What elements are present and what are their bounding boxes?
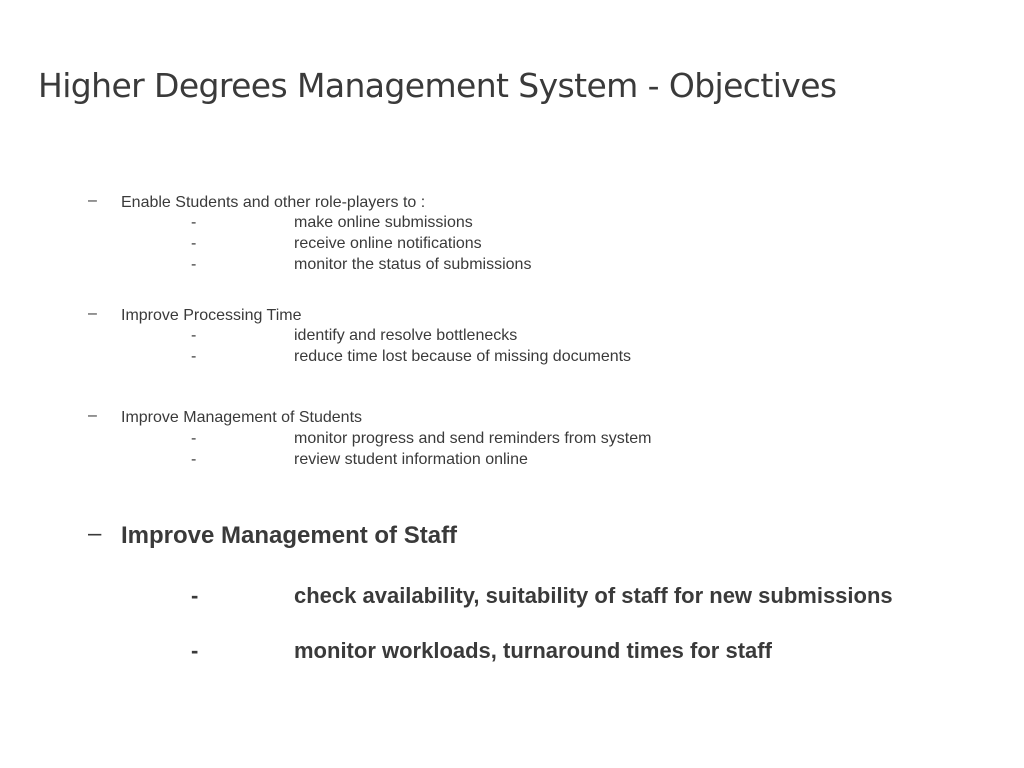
subitem-text: monitor progress and send reminders from system	[294, 430, 652, 447]
subitem-text: reduce time lost because of missing documents	[294, 348, 632, 365]
subitem-marker: -	[191, 638, 199, 663]
subitem-marker: -	[191, 214, 197, 231]
subitem-marker: -	[191, 327, 197, 344]
subitem-marker: -	[191, 430, 197, 447]
subitem-marker: -	[191, 451, 197, 468]
subitem-text: check availability, suitability of staff for new submissions	[294, 583, 893, 608]
subitem-marker: -	[191, 256, 197, 273]
bullet-marker: –	[88, 192, 97, 209]
slide-title: Higher Degrees Management System - Objectives	[38, 66, 837, 105]
subitem-text: identify and resolve bottlenecks	[294, 327, 518, 344]
objective-heading: Improve Management of Students	[121, 409, 363, 426]
subitem-marker: -	[191, 348, 197, 365]
subitem-text: review student information online	[294, 451, 528, 468]
bullet-marker: –	[88, 305, 97, 322]
objective-heading: Improve Management of Staff	[121, 522, 458, 549]
subitem-text: receive online notifications	[294, 235, 482, 252]
subitem-text: monitor workloads, turnaround times for staff	[294, 638, 772, 663]
objective-heading: Enable Students and other role-players to :	[121, 194, 426, 211]
subitem-text: make online submissions	[294, 214, 473, 231]
bullet-marker: –	[88, 407, 97, 424]
bullet-marker: –	[88, 520, 102, 547]
subitem-marker: -	[191, 583, 199, 608]
subitem-marker: -	[191, 235, 197, 252]
subitem-text: monitor the status of submissions	[294, 256, 532, 273]
objective-heading: Improve Processing Time	[121, 307, 302, 324]
